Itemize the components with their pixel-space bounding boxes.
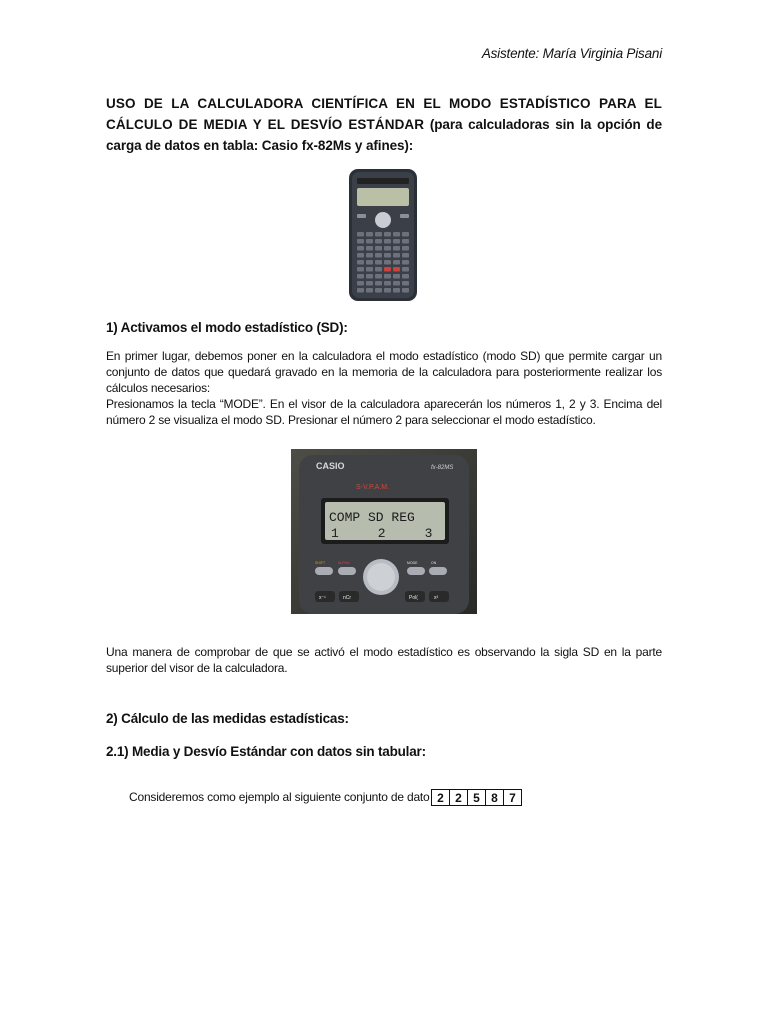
calc-key (384, 260, 391, 265)
calculator-display-photo (291, 449, 477, 614)
calc-key (402, 288, 409, 293)
calc-key (366, 274, 373, 279)
calc-key (393, 239, 400, 244)
calc-key (402, 246, 409, 251)
calc-key (366, 267, 373, 272)
paragraph-mode-instructions: Presionamos la tecla “MODE”. En el visor de la calculadora aparecerán los números 1, 2 y 3. Encima del número 2 se visualiza el modo SD. Presionar el número 2 para seleccionar el modo estadístico. (106, 397, 662, 427)
display-numbers: 1 2 3 (331, 526, 433, 541)
calc-key (357, 232, 364, 237)
calc-key (393, 281, 400, 286)
calculator-image (348, 168, 418, 302)
calc-key (357, 246, 364, 251)
calc-key (384, 232, 391, 237)
calc-key (402, 232, 409, 237)
calc-key (384, 274, 391, 279)
calc-key (375, 253, 382, 258)
calc-key (366, 260, 373, 265)
calc-key (384, 288, 391, 293)
calc-key (384, 253, 391, 258)
calc-key (384, 267, 391, 272)
title-subtitle: (para calculadoras sin la opción de carga de datos en tabla: Casio fx-82Ms y afines): (106, 117, 662, 153)
data-set-table (431, 789, 522, 806)
key-mode-label: MODE (407, 561, 418, 565)
paragraph-intro: En primer lugar, debemos poner en la calculadora el modo estadístico (modo SD) que permite cargar un conjunto de datos que quedará gravado en la memoria de la calculadora para posteriormente realizar los cálculos necesarios: (106, 349, 662, 395)
calc-key (393, 260, 400, 265)
calc-key (357, 288, 364, 293)
sd-check-paragraph: Una manera de comprobar de que se activó el modo estadístico es observando la sigla SD en la parte superior del visor de la calculadora. (106, 645, 662, 675)
calc-key (384, 246, 391, 251)
calc-key (402, 267, 409, 272)
display-modes: COMP SD REG (329, 510, 415, 525)
key-inverse: x⁻¹ (319, 595, 326, 601)
section2-heading: 2) Cálculo de las medidas estadísticas: (106, 711, 349, 726)
calc-key (393, 267, 400, 272)
calc-key (375, 288, 382, 293)
calc-key (375, 260, 382, 265)
data-cell: 5 (468, 790, 486, 806)
calc-key (366, 253, 373, 258)
calc-key (393, 288, 400, 293)
calc-key (393, 253, 400, 258)
calc-key (384, 281, 391, 286)
key-on-label: ON (431, 561, 437, 565)
section1-heading: 1) Activamos el modo estadístico (SD): (106, 320, 348, 335)
calc-key (375, 246, 382, 251)
calc-key (357, 260, 364, 265)
calc-key (357, 253, 364, 258)
calc-series: S-V.P.A.M. (356, 484, 390, 491)
data-cell: 2 (432, 790, 450, 806)
calc-key (375, 232, 382, 237)
example-text: Consideremos como ejemplo al siguiente conjunto de dato (129, 790, 430, 804)
calc-key (357, 267, 364, 272)
calc-key (366, 246, 373, 251)
section2-subheading: 2.1) Media y Desvío Estándar con datos sin tabular: (106, 744, 426, 759)
key-shift-label: SHIFT (315, 561, 326, 565)
key-pol: Pol( (409, 595, 418, 601)
key-alpha-label: ALPHA (338, 561, 350, 565)
table-row (432, 790, 522, 806)
calc-key (357, 281, 364, 286)
calc-key (402, 239, 409, 244)
calc-key (357, 274, 364, 279)
calc-key (384, 239, 391, 244)
calc-key (375, 267, 382, 272)
data-cell: 7 (504, 790, 522, 806)
calc-key (393, 274, 400, 279)
title-bold: USO DE LA CALCULADORA CIENTÍFICA EN EL MODO ESTADÍSTICO PARA EL CÁLCULO DE MEDIA Y EL DESVÍO ESTÁNDAR (106, 96, 662, 132)
calc-key (375, 239, 382, 244)
assistant-name: Asistente: María Virginia Pisani (481, 46, 662, 61)
calc-key (366, 232, 373, 237)
calc-key (393, 232, 400, 237)
section1-paragraph (106, 348, 662, 428)
calc-key (366, 288, 373, 293)
calc-key (402, 253, 409, 258)
calc-key (402, 281, 409, 286)
calc-brand: CASIO (316, 461, 345, 471)
document-title (106, 93, 662, 156)
calc-model: fx-82MS (431, 465, 454, 471)
key-cube: x³ (434, 595, 439, 601)
data-cell: 8 (486, 790, 504, 806)
key-ncr: nCr (343, 595, 352, 601)
calc-key (375, 274, 382, 279)
calc-key (393, 246, 400, 251)
calc-key (402, 260, 409, 265)
calc-key (366, 281, 373, 286)
data-cell: 2 (450, 790, 468, 806)
calc-key (402, 274, 409, 279)
calc-key (357, 239, 364, 244)
calc-key (366, 239, 373, 244)
calc-key (375, 281, 382, 286)
